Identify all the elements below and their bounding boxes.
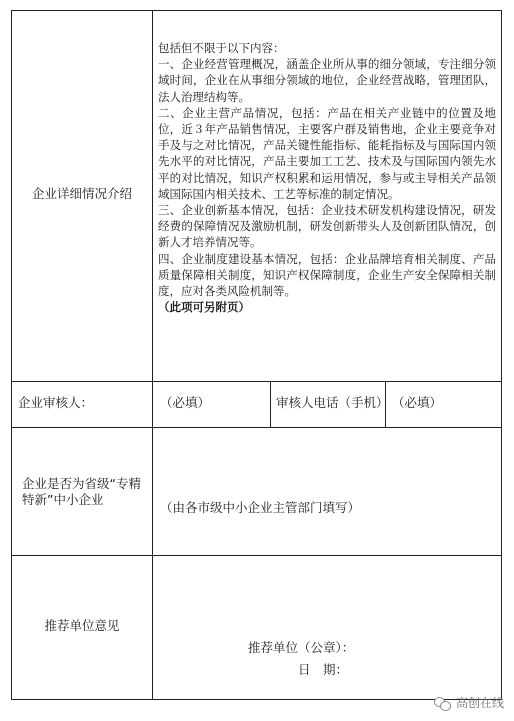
details-content [158, 40, 496, 315]
details-line-3: 三、企业创新基本情况，包括：企业技术研发机构建设情况，研发经费的保障情况及激励机制，研发创新带头人及创新团队情况，创新人才培养情况等。 [158, 203, 496, 250]
recommend-label: 推荐单位意见 [44, 618, 120, 633]
reviewer-phone-label: 审核人电话（手机） [276, 395, 389, 410]
recommend-seal: 推荐单位（公章）： [248, 640, 355, 655]
details-note: （此项可另附页） [158, 300, 250, 315]
table-border-bottom [11, 699, 502, 700]
reviewer-value[interactable]: （必填） [160, 395, 211, 410]
recommend-date: 日 期： [298, 662, 349, 677]
table-border-top [11, 10, 502, 11]
table-border-right [501, 10, 502, 700]
label-column-divider [152, 10, 153, 700]
details-line-1: 一、企业经营管理概况，涵盖企业所从事的细分领域，专注细分领域时间，企业在从事细分领域的地位，企业经营战略，管理团队，法人治理结构等。 [158, 57, 496, 104]
watermark [434, 694, 504, 711]
row-divider-1 [11, 381, 502, 382]
specialized-value[interactable]: （由各市级中小企业主管部门填写） [160, 500, 361, 515]
details-label: 企业详细情况介绍 [31, 186, 132, 201]
reviewer-label: 企业审核人： [18, 395, 94, 410]
details-line-intro: 包括但不限于以下内容： [158, 41, 285, 55]
details-line-2: 二、企业主营产品情况，包括：产品在相关产业链中的位置及地位，近３年产品销售情况，主要客户群及销售地，企业主要竞争对手及与之对比情况，产品关键性能指标、能耗指标及与国际国内领先水平的对比情况，产品主要加工工艺、技术及与国际国内领先水平的对比情况，知识产权积累和运用情况，参与或主导相关产品领域国际国内相关技术、工艺等标准的制定情况。 [158, 105, 496, 201]
row-divider-2 [11, 427, 502, 428]
table-border-left [11, 10, 12, 700]
details-line-4: 四、企业制度建设基本情况，包括：企业品牌培育相关制度、产品质量保障相关制度，知识产权保障制度，企业生产安全保障相关制度，应对各类风险机制等。 [158, 251, 496, 299]
specialized-label: 企业是否为省级“专精特新”中小企业 [22, 476, 141, 507]
watermark-text: 高创在线 [455, 696, 504, 710]
wechat-icon [434, 696, 450, 710]
reviewer-col-divider-1 [270, 381, 271, 428]
row-divider-3 [11, 555, 502, 556]
reviewer-phone-value[interactable]: （必填） [392, 395, 443, 410]
